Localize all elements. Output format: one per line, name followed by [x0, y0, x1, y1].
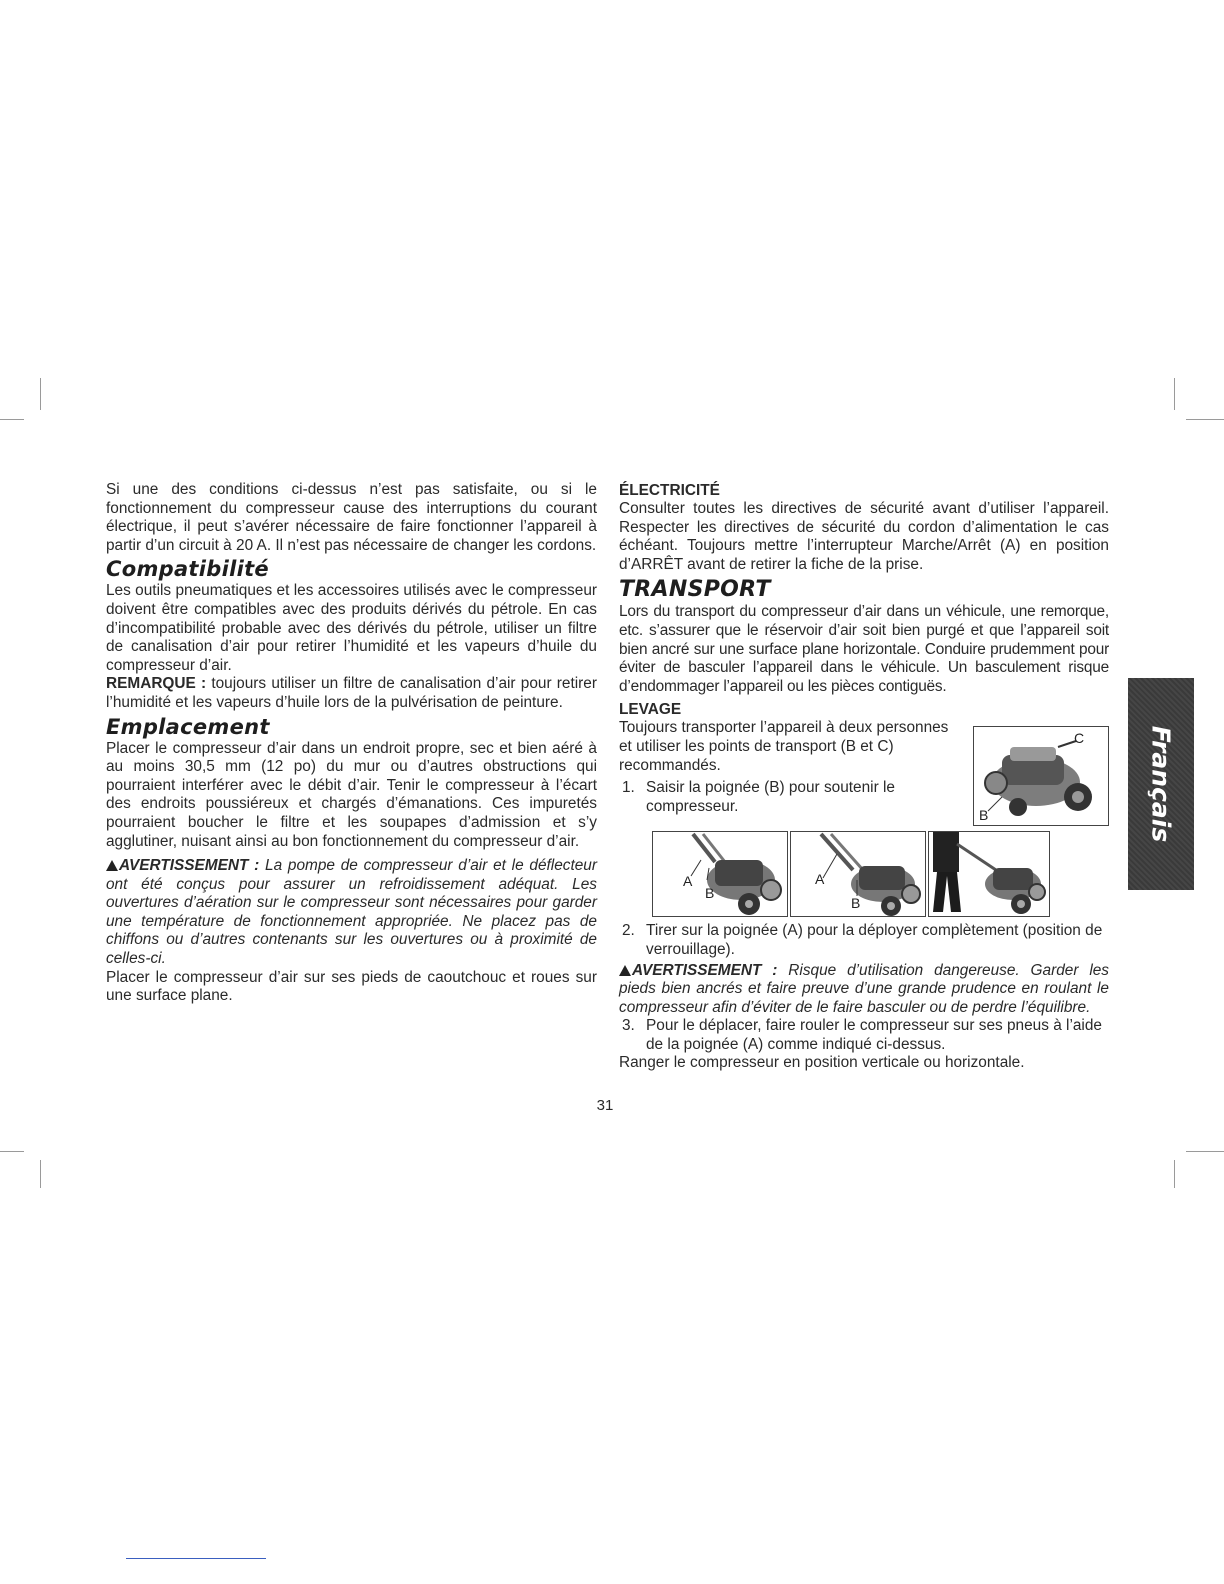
step-2: [619, 922, 1109, 959]
bottom-rule: [126, 1558, 266, 1559]
step-2-number: 2.: [622, 922, 635, 940]
crop-mark: [40, 378, 41, 410]
location-paragraph: Placer le compresseur d’air dans un endroit propre, sec et bien aéré à au moins 30,5 mm (12 po) du mur ou d’autres obstructions qui pourraient interférer avec le débit d’air. Tenir le compresseur à l’écart des endroits poussiéreux et chargés d’émanations. Ces impuretés pourraient boucher le filtre et les soupapes d’admission et s’y agglutiner, nuisant ainsi au bon fonctionnement du compresseur d’air.: [106, 739, 597, 850]
crop-mark: [0, 1151, 24, 1152]
step-1-text: Saisir la poignée (B) pour soutenir le compresseur.: [646, 779, 895, 815]
compatibility-paragraph: Les outils pneumatiques et les accessoires utilisés avec le compresseur doivent être compatibles avec des produits dérivés du pétrole. En cas d’incompatibilité probable avec des dérivés du pétrole, utiliser un filtre de canalisation d’air pour retirer l’humidité et les vapeurs d’huile du compresseur d’air.: [106, 582, 597, 674]
figure-step-3: [928, 831, 1050, 917]
warning-paragraph: [106, 857, 597, 969]
person-rolling-compressor-illustration: [929, 832, 1049, 916]
warning-text: La pompe de compresseur d’air et le déflecteur ont été conçus pour assurer un refroidissement adéquat. Les ouvertures d’aération sur le compresseur sont nécessaires pour garder une température de fonctionnement appropriée. Ne placez pas de chiffons ou d’autres contenants sur les ouvertures ou à proximité de celles-ci.: [106, 857, 597, 968]
step-1: [619, 779, 966, 816]
electricity-paragraph: Consulter toutes les directives de sécurité avant d’utiliser l’appareil. Respecter les directives de sécurité du cordon d’alimentation le cas échéant. Toujours mettre l’interrupteur Marche/Arrêt (A) en position d’ARRÊT avant de retirer la fiche de la prise.: [619, 500, 1109, 573]
remarque-paragraph: [106, 675, 597, 712]
figure-label-a: A: [815, 871, 825, 887]
transport-warning-label: AVERTISSEMENT :: [632, 961, 778, 979]
figure-label-b: B: [851, 895, 861, 911]
crop-mark: [1174, 378, 1175, 410]
language-tab-label: Français: [1146, 725, 1176, 843]
crop-mark: [1186, 419, 1224, 420]
figure-label-a: A: [683, 873, 693, 889]
page-number: 31: [596, 1097, 614, 1114]
heading-compatibilite: Compatibilité: [106, 557, 269, 582]
heading-levage: LEVAGE: [619, 701, 682, 719]
compressor-handle-illustration: [653, 832, 787, 916]
remarque-text: toujours utiliser un filtre de canalisation d’air pour retirer l’humidité et les vapeurs d’huile lors de la pulvérisation de peinture.: [106, 675, 597, 711]
crop-mark: [1174, 1160, 1175, 1188]
figure-step-2: [790, 831, 926, 917]
transport-warning-text: Risque d’utilisation dangereuse. Garder les pieds bien ancrés et faire preuve d’une grande prudence en roulant le compresseur afin d’éviter de le faire basculer ou de perdre l’équilibre.: [619, 961, 1109, 1016]
storage-paragraph: Ranger le compresseur en position verticale ou horizontale.: [619, 1054, 1025, 1072]
heading-electricite: ÉLECTRICITÉ: [619, 482, 720, 499]
heading-emplacement: Emplacement: [106, 714, 270, 739]
figure-step-1: [652, 831, 788, 917]
crop-mark: [0, 419, 24, 420]
transport-paragraph: Lors du transport du compresseur d’air dans un véhicule, une remorque, etc. s’assurer que le réservoir d’air soit bien purgé et que l’appareil soit bien ancré sur une surface plane horizontale. Conduire prudemment pour éviter de basculer l’appareil dans le véhicule. Un basculement risque d’endommager l’appareil ou les pièces contiguës.: [619, 603, 1109, 695]
warning-icon: [619, 965, 631, 976]
figure-lifting-points: [973, 726, 1109, 826]
figure-label-b: B: [705, 885, 715, 901]
crop-mark: [1186, 1151, 1224, 1152]
remarque-label: REMARQUE :: [106, 675, 207, 693]
warning-label: AVERTISSEMENT :: [119, 857, 260, 875]
compressor-illustration: [974, 727, 1108, 825]
left-column: [106, 481, 597, 1006]
figure-label-c: C: [1074, 730, 1085, 746]
step-3: [619, 1017, 1109, 1054]
warning-icon: [106, 860, 118, 871]
step-2-text: Tirer sur la poignée (A) pour la déployer complètement (position de verrouillage).: [646, 922, 1103, 958]
compressor-handle-extended-illustration: [791, 832, 925, 916]
crop-mark: [40, 1160, 41, 1188]
step-1-number: 1.: [622, 779, 635, 797]
figure-label-b: B: [979, 807, 989, 823]
heading-transport: TRANSPORT: [619, 577, 771, 603]
language-side-tab: [1128, 678, 1194, 890]
step-3-number: 3.: [622, 1017, 635, 1035]
placement-paragraph: Placer le compresseur d’air sur ses pieds de caoutchouc et roues sur une surface plane.: [106, 968, 597, 1005]
levage-paragraph: Toujours transporter l’appareil à deux personnes et utiliser les points de transport (B et C) recommandés.: [619, 719, 949, 774]
step-3-text: Pour le déplacer, faire rouler le compresseur sur ses pneus à l’aide de la poignée (A) comme indiqué ci-dessus.: [646, 1017, 1102, 1053]
transport-warning-paragraph: [619, 962, 1109, 1018]
intro-paragraph: Si une des conditions ci-dessus n’est pas satisfaite, ou si le fonctionnement du compresseur cause des interruptions du courant électrique, il peut s’avérer nécessaire de faire fonctionner l’appareil à partir d’un circuit à 20 A. Il n’est pas nécessaire de changer les cordons.: [106, 481, 597, 554]
